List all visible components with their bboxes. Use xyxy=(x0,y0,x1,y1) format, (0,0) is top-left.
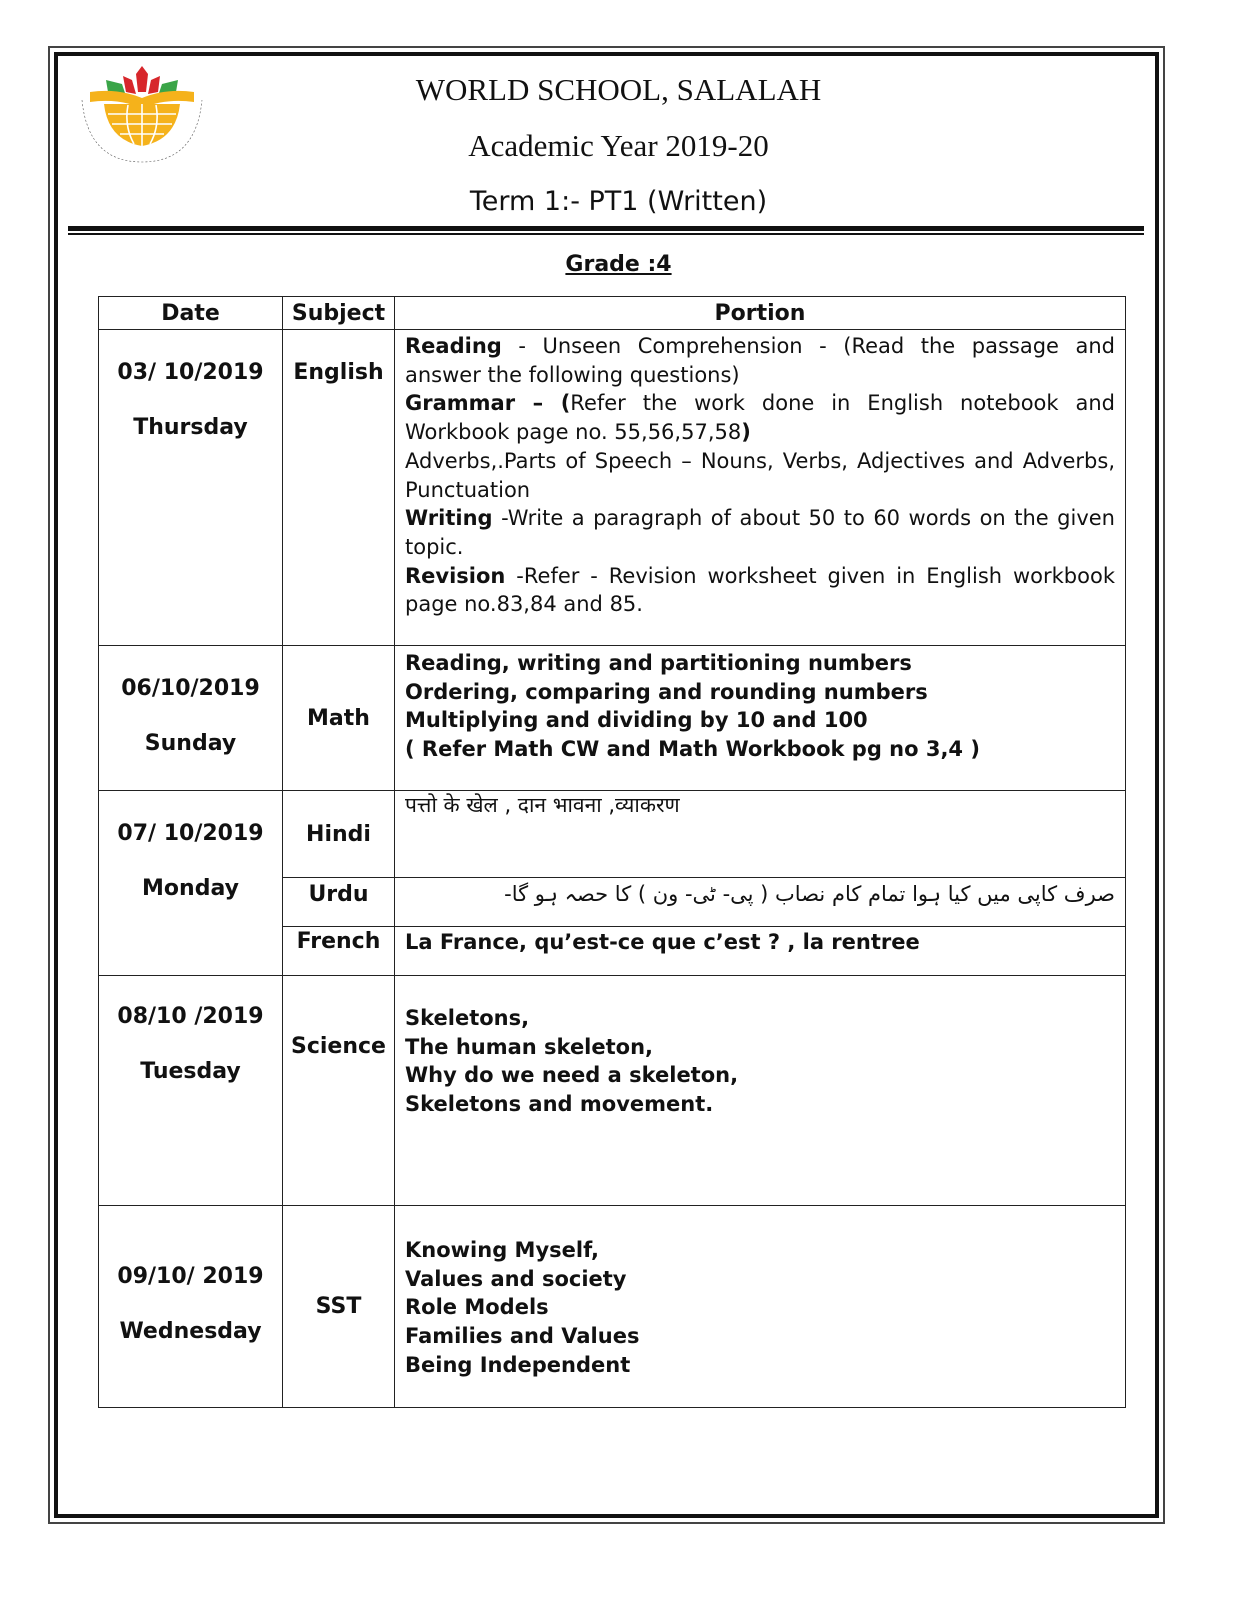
header-rule-thick xyxy=(68,226,1144,231)
portion-line: Why do we need a skeleton, xyxy=(405,1063,739,1088)
writing-text: -Write a paragraph of about 50 to 60 words on the given topic. xyxy=(405,506,1115,559)
portion-cell xyxy=(395,791,1126,878)
subject-name: French xyxy=(296,929,381,954)
date-cell xyxy=(99,976,283,1206)
date-cell xyxy=(99,646,283,791)
table-row-english xyxy=(99,330,1126,646)
portion-cell xyxy=(395,976,1126,1206)
term-title: Term 1:- PT1 (Written) xyxy=(469,186,768,217)
revision-text: -Refer - Revision worksheet given in English workbook page no.83,84 and 85. xyxy=(405,563,1115,617)
subject-name: Hindi xyxy=(306,821,371,847)
subject-name: SST xyxy=(315,1294,362,1319)
grammar-topics: Adverbs,.Parts of Speech – Nouns, Verbs, Adjectives and Adverbs, Punctuation xyxy=(405,448,1115,502)
subject-name: Math xyxy=(307,705,370,731)
portion-line: Being Independent xyxy=(405,1352,631,1377)
portion-cell xyxy=(395,878,1126,927)
urdu-portion: صرف کاپی میں کیا ہوا تمام کام نصاب ( پی- ٹی- ون ) کا حصہ ہو گا- xyxy=(504,882,1115,906)
french-portion: La France, qu’est-ce que c’est ? , la rentree xyxy=(405,930,920,954)
exam-schedule-table xyxy=(98,296,1126,1408)
exam-day: Thursday xyxy=(133,415,248,440)
column-header-subject: Subject xyxy=(283,297,395,330)
subject-cell xyxy=(283,1206,395,1408)
table-row-math xyxy=(99,646,1126,791)
portion-cell xyxy=(395,646,1126,791)
portion-line: Skeletons, xyxy=(405,1006,530,1030)
hindi-portion: पत्तो के खेल , दान भावना ,व्याकरण xyxy=(405,793,680,817)
portion-cell xyxy=(395,330,1126,646)
date-cell xyxy=(99,791,283,976)
exam-day: Sunday xyxy=(144,731,237,756)
table-row-hindi xyxy=(99,791,1126,878)
column-header-date: Date xyxy=(99,297,283,330)
subject-name: Urdu xyxy=(308,882,369,907)
column-header-portion: Portion xyxy=(395,297,1126,330)
portion-line: The human skeleton, xyxy=(405,1034,654,1059)
revision-label: Revision xyxy=(405,563,506,588)
portion-line: Multiplying and dividing by 10 and 100 xyxy=(405,708,868,733)
exam-date: 09/10/ 2019 xyxy=(117,1264,264,1289)
portion-line: ( Refer Math CW and Math Workbook pg no 3,4 ) xyxy=(405,737,980,762)
portion-line: Role Models xyxy=(405,1295,549,1320)
header-rule-thin xyxy=(68,233,1144,235)
reading-text: - Unseen Comprehension - (Read the passage and answer the following questions) xyxy=(405,334,1115,387)
date-cell xyxy=(99,330,283,646)
school-name: WORLD SCHOOL, SALALAH xyxy=(415,72,822,107)
portion-cell xyxy=(395,1206,1126,1408)
table-row-science xyxy=(99,976,1126,1206)
grade-title: Grade :4 xyxy=(565,252,672,277)
portion-line: Values and society xyxy=(405,1266,627,1291)
subject-cell xyxy=(283,791,395,878)
subject-cell xyxy=(283,330,395,646)
portion-line: Reading, writing and partitioning numbers xyxy=(405,651,912,675)
subject-cell xyxy=(283,976,395,1206)
portion-line: Knowing Myself, xyxy=(405,1238,600,1262)
subject-cell xyxy=(283,927,395,976)
exam-date: 03/ 10/2019 xyxy=(117,360,264,385)
grammar-close: ) xyxy=(741,420,751,445)
portion-line: Families and Values xyxy=(405,1324,640,1349)
exam-day: Wednesday xyxy=(119,1319,262,1344)
grammar-label: Grammar – ( xyxy=(405,391,571,416)
portion-line: Ordering, comparing and rounding numbers xyxy=(405,679,928,704)
date-cell xyxy=(99,1206,283,1408)
subject-name: Science xyxy=(291,1034,386,1059)
portion-cell xyxy=(395,927,1126,976)
writing-label: Writing xyxy=(405,506,493,531)
exam-date: 08/10 /2019 xyxy=(117,1004,264,1029)
academic-year: Academic Year 2019-20 xyxy=(468,128,769,163)
table-header-row xyxy=(99,297,1126,330)
subject-cell xyxy=(283,646,395,791)
subject-name: English xyxy=(293,360,384,385)
portion-line: Skeletons and movement. xyxy=(405,1092,714,1117)
exam-date: 07/ 10/2019 xyxy=(117,821,264,846)
table-row-sst xyxy=(99,1206,1126,1408)
grammar-text: Refer the work done in English notebook and Workbook page no. 55,56,57,58 xyxy=(405,391,1115,445)
reading-label: Reading xyxy=(405,334,502,358)
subject-cell xyxy=(283,878,395,927)
exam-day: Monday xyxy=(142,876,239,901)
exam-date: 06/10/2019 xyxy=(121,676,260,701)
exam-day: Tuesday xyxy=(140,1059,241,1084)
